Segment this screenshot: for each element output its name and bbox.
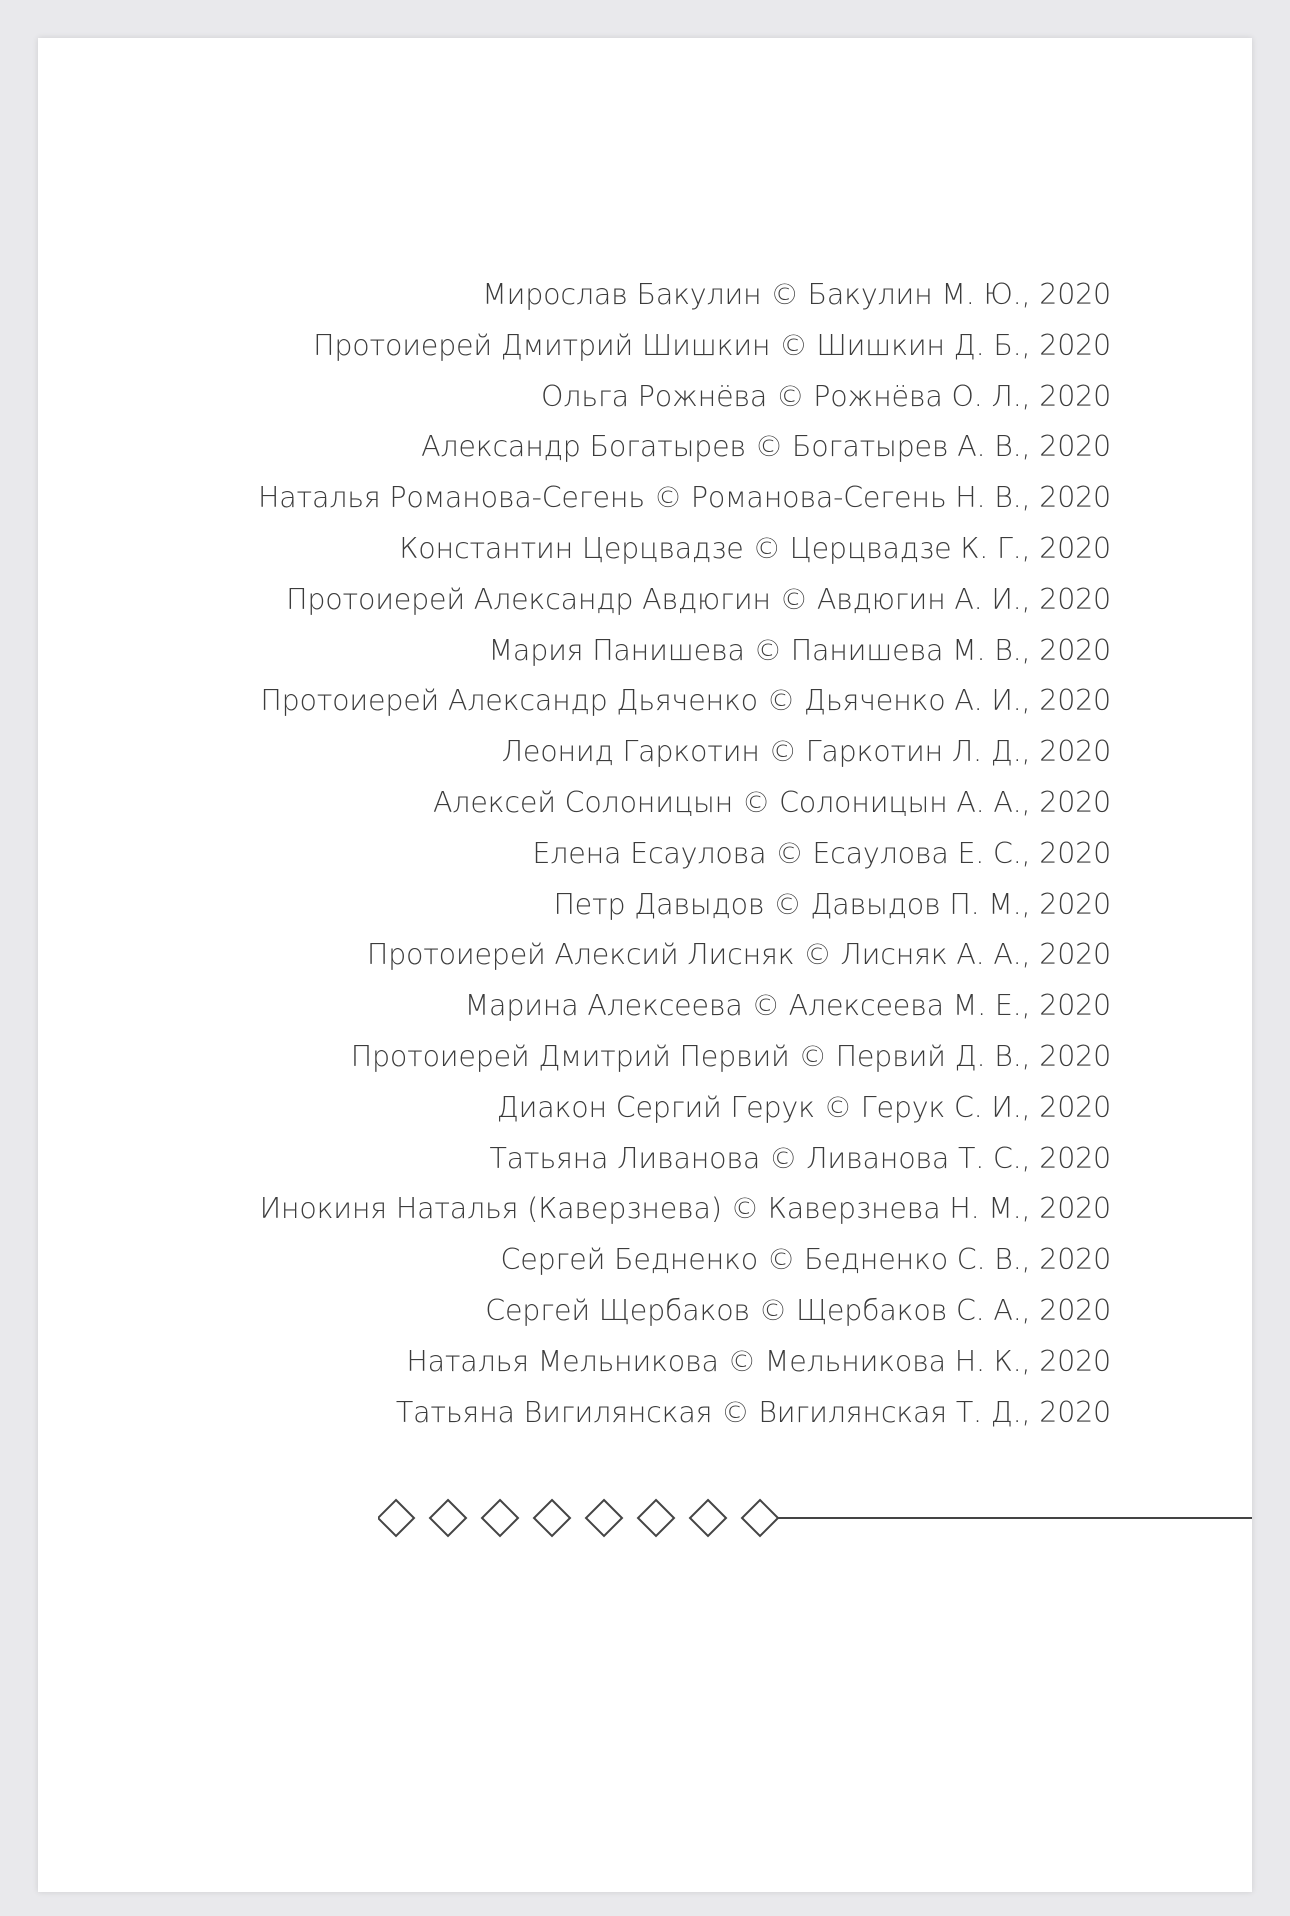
copyright-line: Протоиерей Александр Авдюгин © Авдюгин А. И., 2020 [286,582,1111,616]
diamond-outline-icon [690,1500,726,1536]
copyright-line: Инокиня Наталья (Каверзнева) © Каверзнева Н. М., 2020 [259,1192,1111,1226]
book-page [38,38,1252,1892]
copyright-line: Марина Алексеева © Алексеева М. Е., 2020 [464,989,1111,1023]
copyright-line: Татьяна Ливанова © Ливанова Т. С., 2020 [489,1141,1111,1175]
copyright-line: Протоиерей Александр Дьяченко © Дьяченко А. И., 2020 [260,684,1111,718]
copyright-line: Мария Панишева © Панишева М. В., 2020 [488,633,1111,667]
copyright-line: Протоиерей Дмитрий Первий © Первий Д. В., 2020 [350,1039,1111,1073]
copyright-line: Диакон Сергий Герук © Герук С. И., 2020 [496,1090,1111,1124]
copyright-line: Протоиерей Дмитрий Шишкин © Шишкин Д. Б., 2020 [313,328,1111,362]
diamond-outline-icon [430,1500,466,1536]
diamond-ornament-divider [378,1494,1252,1542]
copyright-line: Сергей Бедненко © Бедненко С. В., 2020 [500,1243,1111,1277]
copyright-line: Наталья Романова-Сегень © Романова-Сегень Н. В., 2020 [258,481,1111,515]
diamond-outline-icon [482,1500,518,1536]
copyright-list [258,270,1111,1438]
copyright-line: Ольга Рожнёва © Рожнёва О. Л., 2020 [540,379,1111,413]
copyright-line: Леонид Гаркотин © Гаркотин Л. Д., 2020 [501,735,1111,769]
copyright-line: Александр Богатырев © Богатырев А. В., 2020 [421,430,1111,464]
copyright-line: Татьяна Вигилянская © Вигилянская Т. Д., 2020 [395,1395,1111,1429]
copyright-line: Сергей Щербаков © Щербаков С. А., 2020 [485,1293,1111,1327]
copyright-line: Мирослав Бакулин © Бакулин М. Ю., 2020 [482,278,1111,311]
diamond-outline-icon [586,1500,622,1536]
copyright-line: Петр Давыдов © Давыдов П. М., 2020 [553,887,1111,921]
copyright-line: Константин Церцвадзе © Церцвадзе К. Г., 2020 [399,531,1111,565]
diamond-outline-icon [378,1500,414,1536]
diamond-outline-icon [534,1500,570,1536]
copyright-line: Алексей Солоницын © Солоницын А. А., 2020 [433,785,1111,819]
copyright-line: Протоиерей Алексий Лисняк © Лисняк А. А., 2020 [366,938,1111,972]
diamond-outline-icon [742,1500,778,1536]
copyright-line: Наталья Мельникова © Мельникова Н. К., 2020 [406,1344,1111,1378]
copyright-line: Елена Есаулова © Есаулова Е. С., 2020 [532,836,1111,870]
diamond-outline-icon [638,1500,674,1536]
